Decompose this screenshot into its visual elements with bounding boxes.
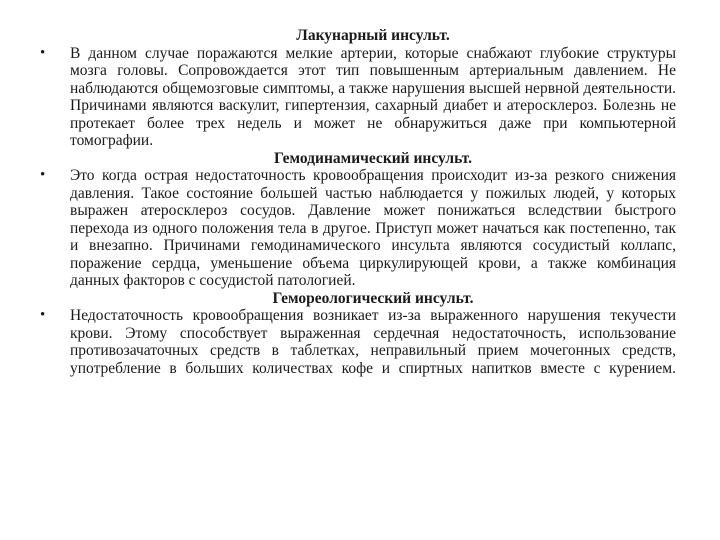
section-text: В данном случае поражаются мелкие артерии, которые снабжают глубокие структуры мозга головы. Сопровождается этот тип повышенным артериальным давлением. Не наблюдаются общемозговые симптомы, а также нарушения высшей нервной деятельности. Причинами являются васкулит, гипертензия, сахарный диабет и атеросклероз. Болезнь не протекает более трех недель и может не обнаружиться даже при компьютерной томографии. [70,44,676,149]
slide-content [40,27,676,377]
bullet-icon: • [40,167,46,183]
list-item [40,167,676,290]
bullet-icon: • [40,307,46,323]
section-heading: Гемореологический инсульт. [272,289,474,307]
section-hemorheological [40,290,676,378]
list-item [40,45,676,150]
section-lacunar [40,27,676,150]
section-hemodynamic [40,150,676,290]
section-heading: Гемодинамический инсульт. [273,149,473,167]
list-item [40,307,676,377]
section-text: Недостаточность кровообращения возникает из-за выраженного нарушения текучести крови. Этому способствует выраженная сердечная недостаточность, использование противозачаточных средств в таблетках, неправильный прием мочегонных средств, употребление в больших количествах кофе и спиртных напитков вместе с курением. [70,307,676,377]
bullet-icon: • [40,44,46,61]
section-heading: Лакунарный инсульт. [296,27,450,44]
section-text: Это когда острая недостаточность кровообращения происходит из-за резкого снижения давления. Такое состояние большей частью наблюдается у пожилых людей, у которых выражен атеросклероз сосудов. Давление может понижаться вследствии быстрого перехода из одного положения тела в другое. Приступ может начаться как постепенно, так и внезапно. Причинами гемодинамического инсульта являются сосудистый коллапс, поражение сердца, уменьшение объема циркулирующей крови, а также комбинация данных факторов с сосудистой патологией. [70,167,676,289]
